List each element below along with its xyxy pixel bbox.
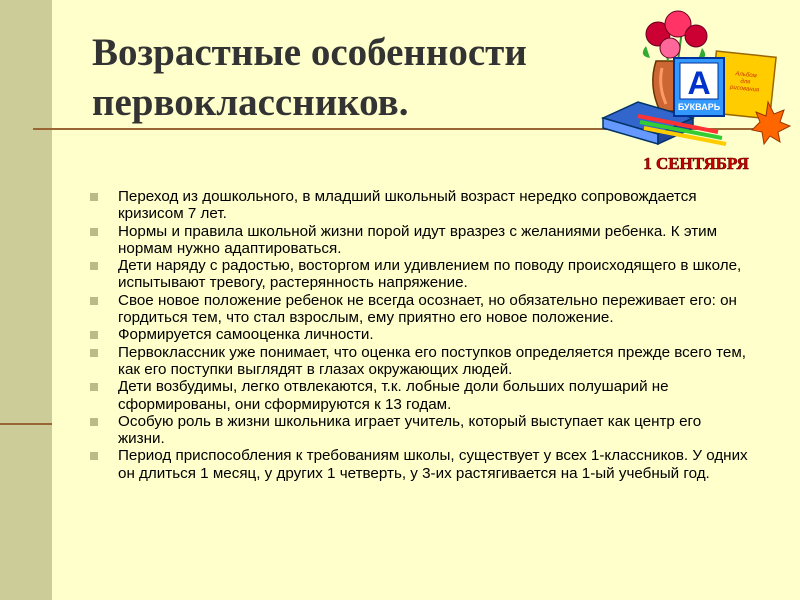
book-label: БУКВАРЬ (677, 102, 721, 112)
bullet-square-icon (90, 228, 98, 236)
bullet-text: Переход из дошкольного, в младший школьный возраст нередко сопровождается кризисом 7 лет. (118, 188, 697, 223)
bullet-item (90, 223, 750, 258)
book-icon (674, 58, 724, 116)
bullet-text: Формируется самооценка личности. (118, 326, 374, 344)
bullet-text: Дети возбудимы, легко отвлекаются, т.к. лобные доли больших полушарий не сформированы, они сформируются к 13 годам. (118, 378, 669, 413)
bullet-square-icon (90, 297, 98, 305)
bullet-item (90, 378, 750, 413)
bullet-text: Дети наряду с радостью, восторгом или удивлением по поводу происходящего в школе, испытывают тревогу, растерянность напряжение. (118, 257, 742, 292)
bullet-list (90, 188, 750, 482)
bullet-text: Первоклассник уже понимает, что оценка его поступков определяется прежде всего тем, как его поступки выглядят в глазах окружающих людей. (118, 343, 746, 378)
book-letter: А (687, 65, 711, 101)
bullet-text: Нормы и правила школьной жизни порой идут вразрез с желаниями ребенка. К этим нормам нужно адаптироваться. (118, 222, 718, 257)
bullet-square-icon (90, 349, 98, 357)
bullet-item (90, 257, 750, 292)
bullet-item (90, 447, 750, 482)
bullet-square-icon (90, 193, 98, 201)
first-september-clipart (598, 6, 793, 186)
slide-title: Возрастные особенности первоклассников. (92, 31, 527, 124)
bullet-text: Особую роль в жизни школьника играет учитель, который выступает как центр его жизни. (118, 412, 702, 448)
side-band (0, 0, 52, 600)
bullet-square-icon (90, 452, 98, 460)
bullet-item (90, 344, 750, 379)
date-label: 1 СЕНТЯБРЯ (643, 154, 749, 173)
album-label: Альбомдлярисования (729, 71, 760, 94)
bullet-text: Период приспособления к требованиям школы, существует у всех 1-классников. У одних он длиться 1 месяц, у других 1 четверть, у 3-их растягивается на 1-ый учебный год. (118, 447, 748, 482)
side-divider (0, 423, 52, 425)
bullet-item (90, 413, 750, 448)
bullet-item (90, 292, 750, 327)
bullet-text: Свое новое положение ребенок не всегда осознает, но обязательно переживает его: он гордиться тем, что стал взрослым, ему приятно его новое положение. (118, 291, 737, 327)
bullet-square-icon (90, 418, 98, 426)
bullet-square-icon (90, 383, 98, 391)
bullet-item (90, 188, 750, 223)
bullet-square-icon (90, 262, 98, 270)
bullet-square-icon (90, 331, 98, 339)
bullet-item (90, 326, 750, 343)
